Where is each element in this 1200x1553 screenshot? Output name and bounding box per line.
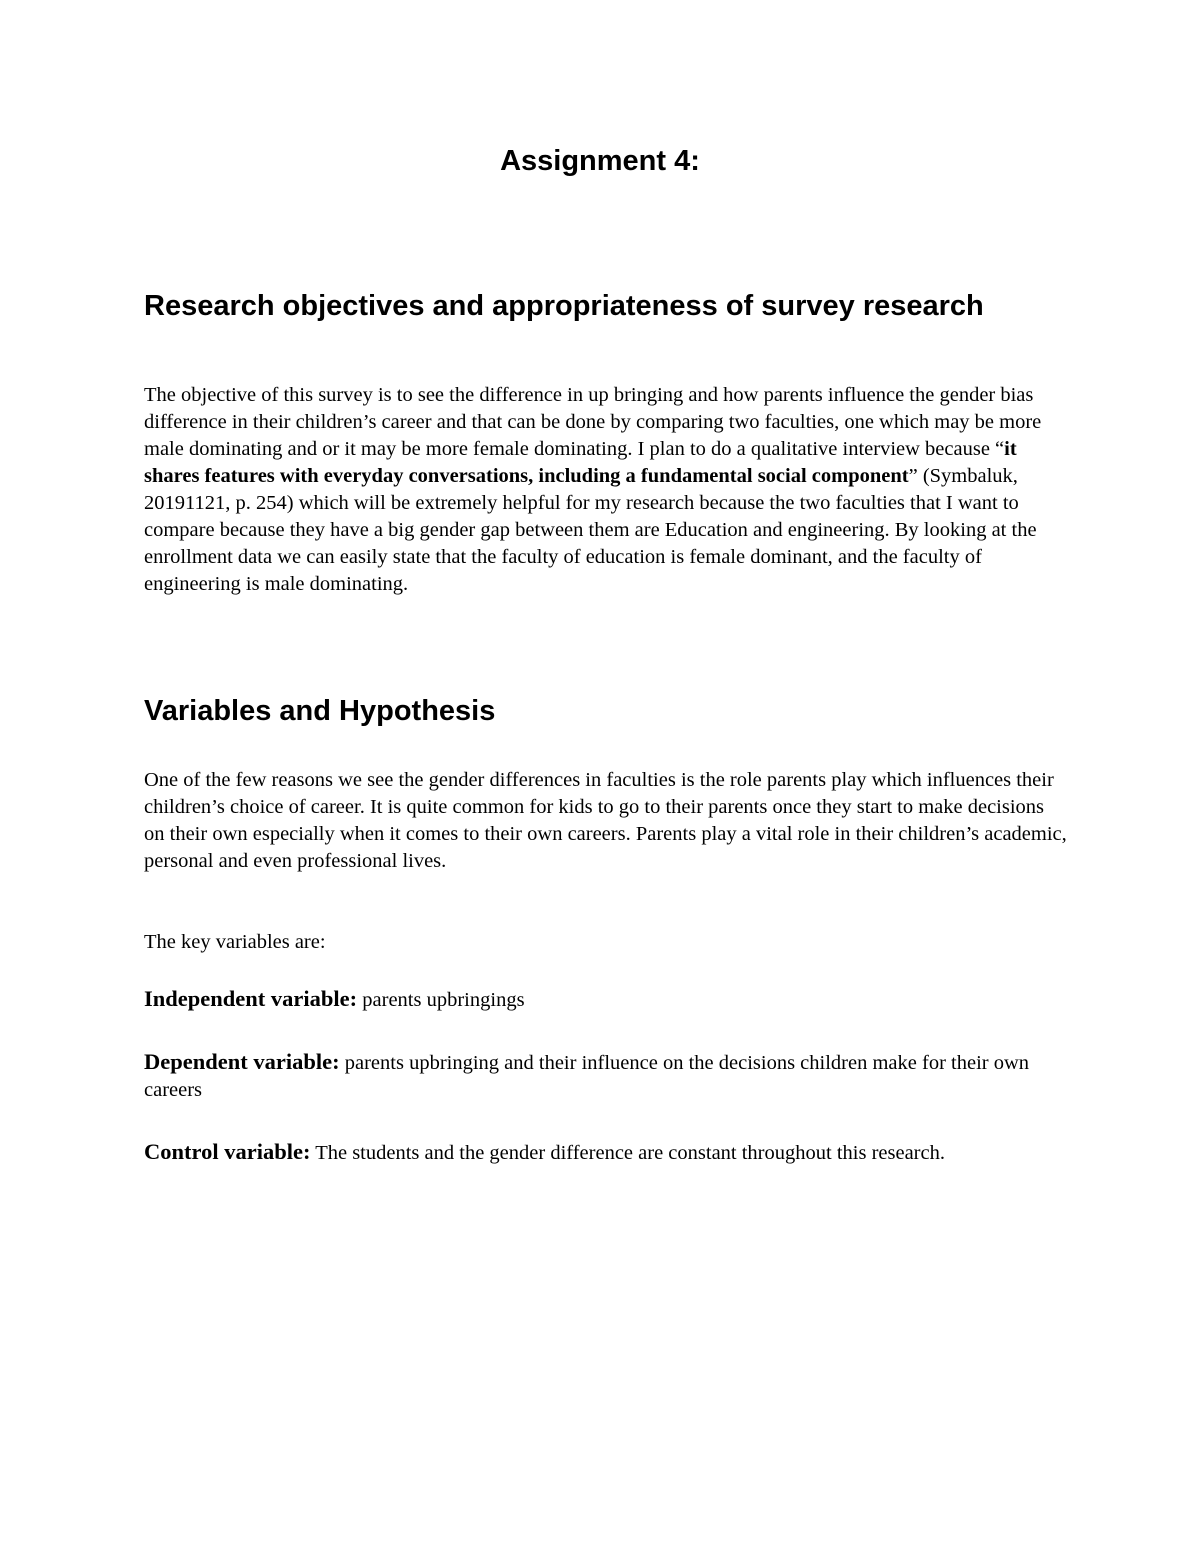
variable-label: Independent variable: (144, 986, 358, 1011)
paragraph-text: The objective of this survey is to see the difference in up bringing and how parents influence the gender bias difference in their children’s career and that can be done by comparing two faculties, one which may be more male dominating and or it may be more female dominating. I plan to do a qualitative interview because “ (144, 384, 1042, 460)
variable-label: Dependent variable: (144, 1049, 340, 1074)
research-objectives-paragraph (144, 382, 1068, 598)
control-variable-item (144, 1138, 1068, 1167)
section-heading-variables-hypothesis: Variables and Hypothesis (144, 695, 496, 727)
variable-text: parents upbringing and their influence on the decisions children make for their own careers (144, 1052, 1030, 1101)
key-variables-intro: The key variables are: (144, 931, 326, 953)
section-heading-research-objectives: Research objectives and appropriateness of survey research (144, 290, 984, 322)
variable-text: The students and the gender difference are constant throughout this research. (310, 1142, 945, 1164)
variable-label: Control variable: (144, 1139, 311, 1164)
dependent-variable-item (144, 1048, 1068, 1104)
variable-text: parents upbringings (357, 989, 525, 1011)
bold-quote: it shares features with everyday conversations, including a fundamental social component (144, 438, 1017, 487)
document-title: Assignment 4: (500, 145, 700, 177)
paragraph-text: ” (Symbaluk, 20191121, p. 254) which will be extremely helpful for my research because the two faculties that I want to compare because they have a big gender gap between them are Education and engineering. By looking at the enrollment data we can easily state that the faculty of education is female dominant, and the faculty of engineering is male dominating. (144, 465, 1037, 595)
independent-variable-item (144, 985, 1068, 1014)
variables-paragraph: One of the few reasons we see the gender differences in faculties is the role parents play which influences their children’s choice of career. It is quite common for kids to go to their parents once they start to make decisions on their own especially when it comes to their own careers. Parents play a vital role in their children’s academic, personal and even professional lives. (144, 769, 1067, 872)
